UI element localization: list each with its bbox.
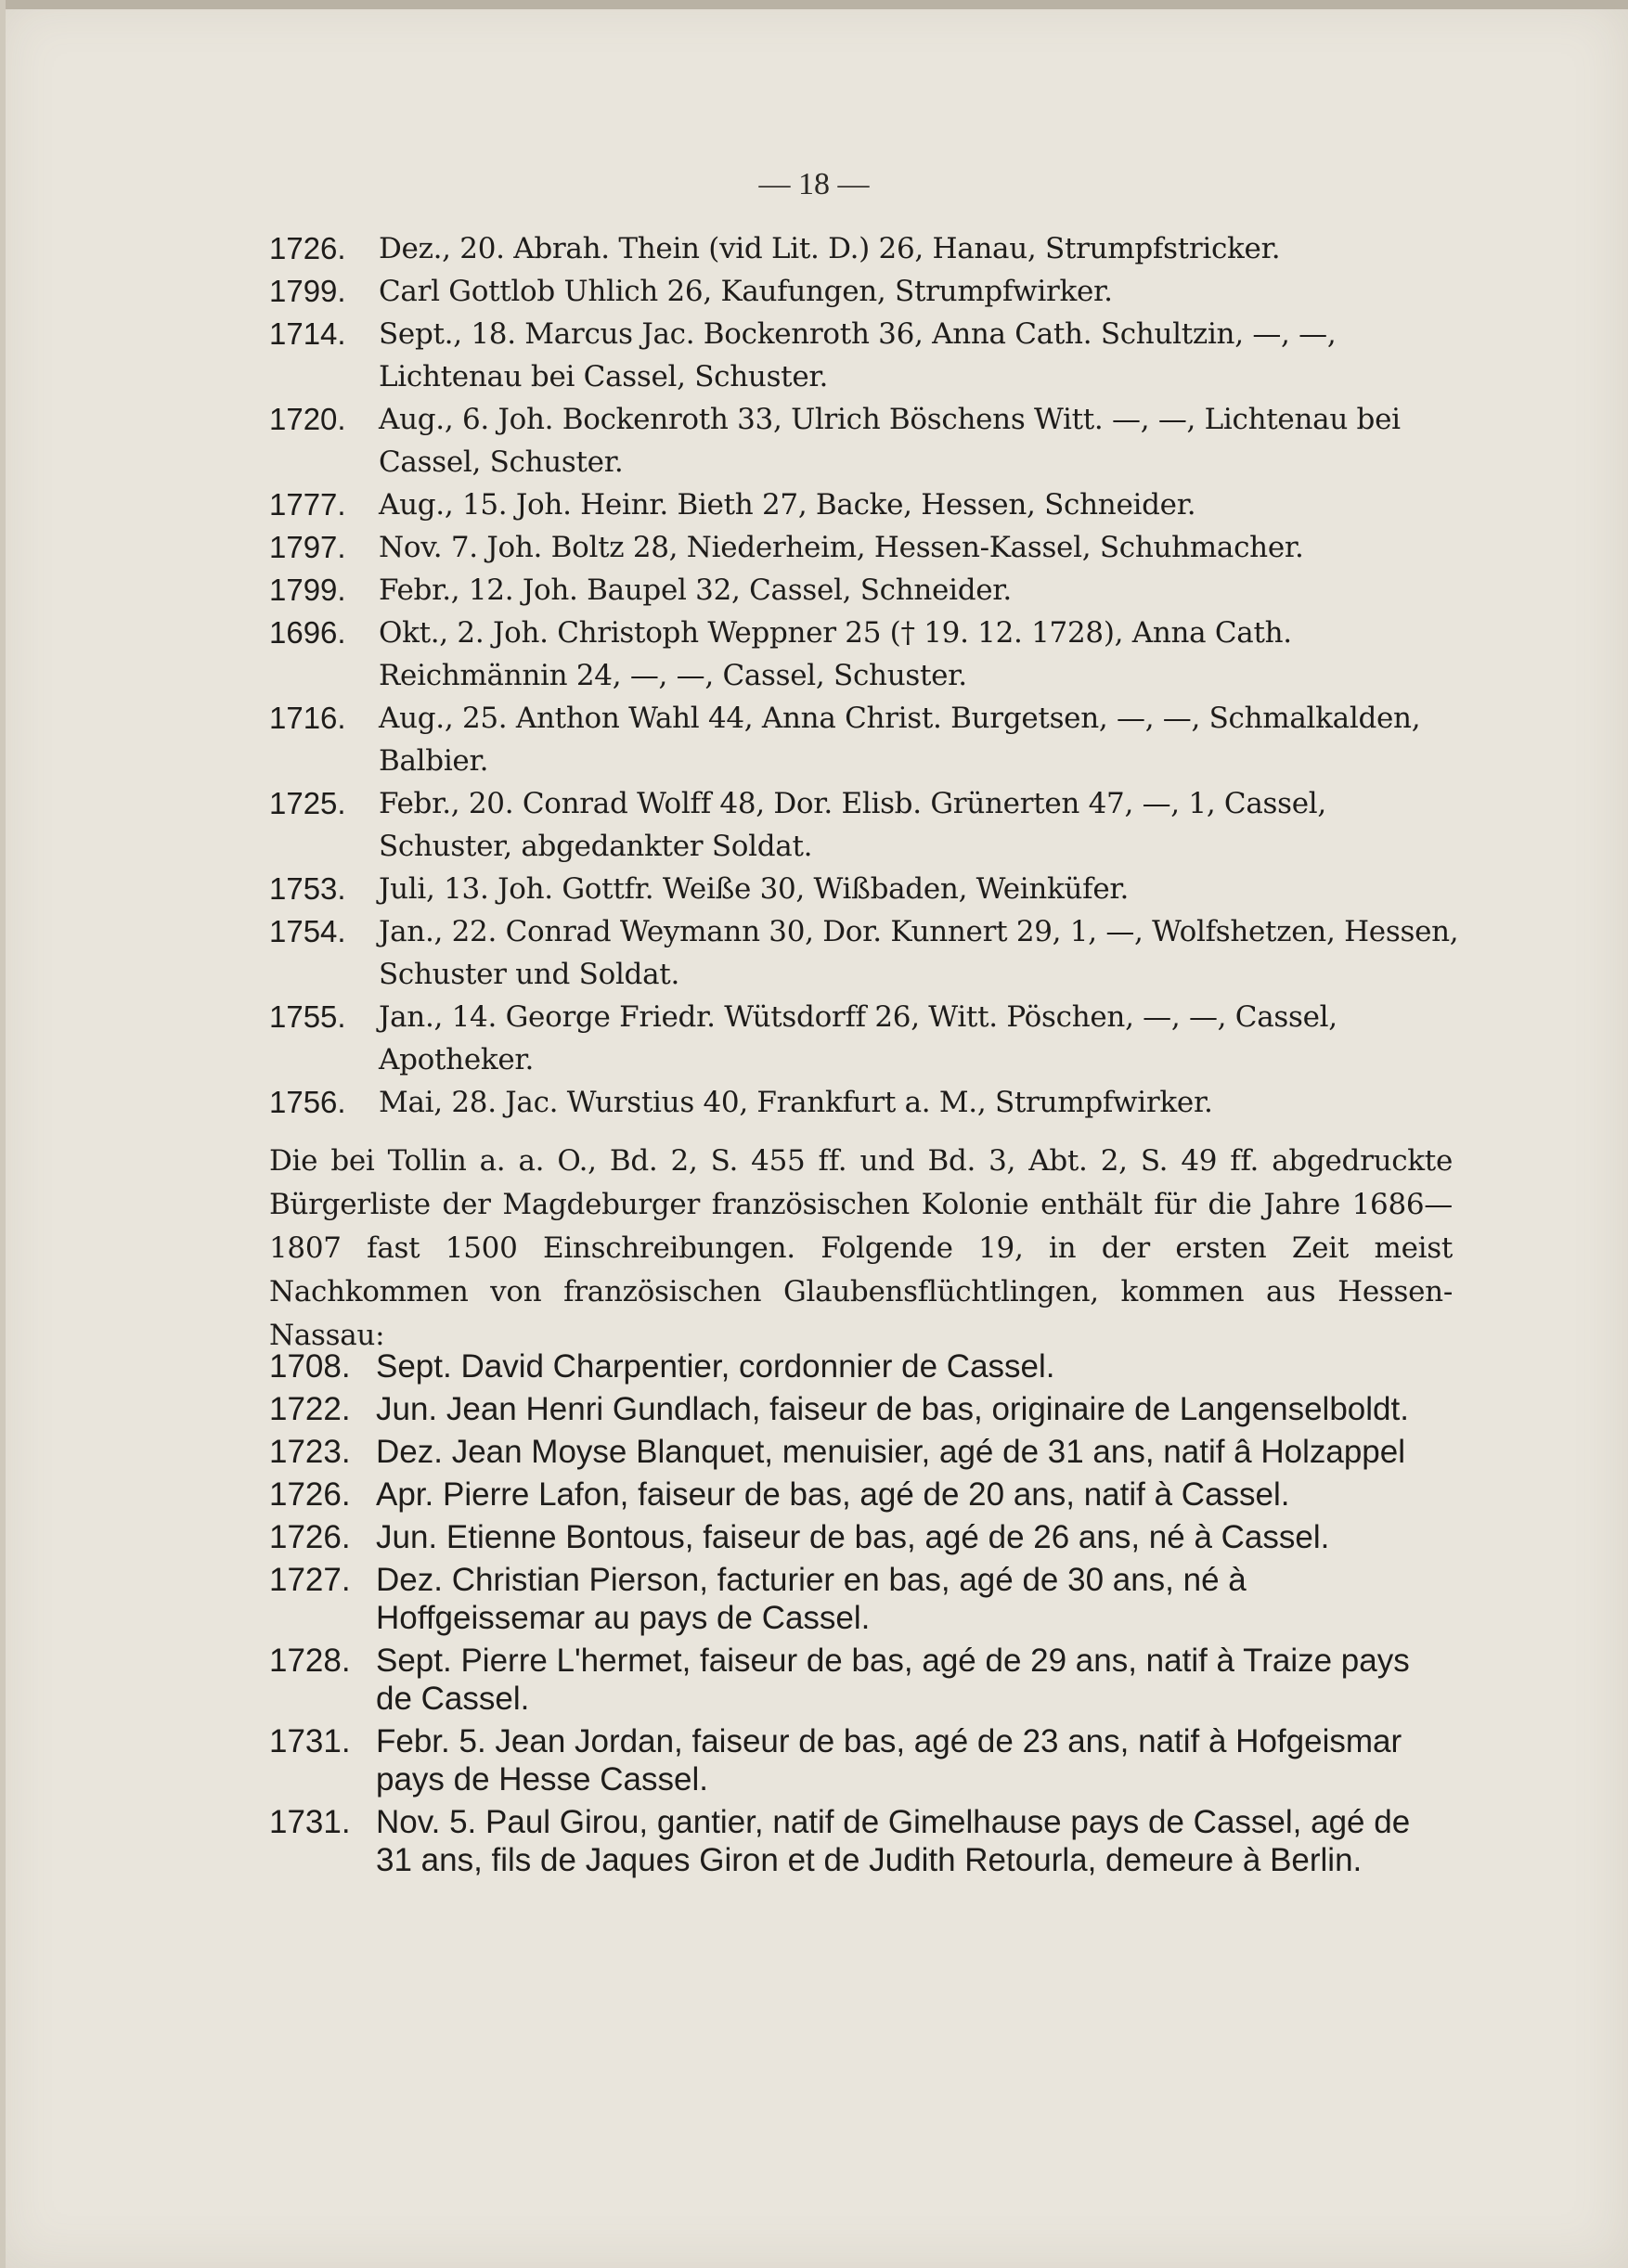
entry-year: 1723. [269, 1434, 351, 1470]
entry-text: Febr. 5. Jean Jordan, faiseur de bas, agé de 23 ans, natif à Hofgeismar pays de Hesse Cassel. [376, 1723, 1402, 1798]
register-entry [269, 1347, 1453, 1385]
register-entry [269, 1081, 1466, 1124]
register-entry [269, 1803, 1453, 1879]
register-entry [269, 697, 1466, 782]
entry-text: Nov. 5. Paul Girou, gantier, natif de Gimelhause pays de Cassel, agé de 31 ans, fils de Jaques Giron et de Judith Retourla, demeure à Berlin. [376, 1804, 1411, 1878]
entry-year: 1799. [269, 274, 346, 308]
entry-year: 1799. [269, 573, 346, 607]
entry-year: 1753. [269, 871, 346, 906]
register-entry [269, 868, 1466, 910]
register-entry [269, 1561, 1453, 1637]
entry-text: Carl Gottlob Uhlich 26, Kaufungen, Strumpfwirker. [379, 275, 1113, 308]
register-entry [269, 1642, 1453, 1718]
entry-year: 1728. [269, 1643, 351, 1679]
entry-text: Aug., 15. Joh. Heinr. Bieth 27, Backe, Hessen, Schneider. [379, 488, 1196, 522]
entry-year: 1716. [269, 701, 346, 735]
entry-text: Febr., 12. Joh. Baupel 32, Cassel, Schneider. [379, 573, 1012, 607]
register-entry [269, 612, 1466, 697]
register-entry [269, 569, 1466, 612]
page-number: — 18 — [758, 167, 870, 201]
entry-year: 1725. [269, 786, 346, 820]
register-entry [269, 313, 1466, 398]
entry-year: 1708. [269, 1348, 351, 1385]
entry-text: Febr., 20. Conrad Wolff 48, Dor. Elisb. Grünerten 47, —, 1, Cassel, Schuster, abgedankter Soldat. [379, 787, 1326, 863]
entry-text: Jun. Etienne Bontous, faiseur de bas, agé de 26 ans, né à Cassel. [376, 1519, 1330, 1555]
entry-year: 1731. [269, 1804, 351, 1840]
register-entry [269, 996, 1466, 1081]
body-paragraph: Die bei Tollin a. a. O., Bd. 2, S. 455 ff. und Bd. 3, Abt. 2, S. 49 ff. abgedruckte Bürgerliste der Magdeburger französischen Kolonie enthält für die Jahre 1686—1807 fast 1500 Einschreibungen. Folgende 19, in der ersten Zeit meist Nachkommen von französischen Glaubensflüchtlingen, kommen aus Hessen-Nassau: [269, 1144, 1453, 1352]
entry-text: Nov. 7. Joh. Boltz 28, Niederheim, Hessen-Kassel, Schuhmacher. [379, 531, 1304, 564]
register-entries-german [269, 227, 1466, 1124]
register-entry [269, 1390, 1453, 1428]
entry-text: Apr. Pierre Lafon, faiseur de bas, agé de 20 ans, natif à Cassel. [376, 1476, 1290, 1513]
register-entry [269, 782, 1466, 868]
entry-year: 1720. [269, 402, 346, 436]
entry-text: Juli, 13. Joh. Gottfr. Weiße 30, Wißbaden, Weinküfer. [379, 872, 1130, 906]
entry-year: 1726. [269, 1476, 351, 1513]
entry-year: 1756. [269, 1085, 346, 1119]
register-entry [269, 910, 1466, 996]
entry-text: Sept., 18. Marcus Jac. Bockenroth 36, Anna Cath. Schultzin, —, —, Lichtenau bei Cassel, Schuster. [379, 317, 1337, 393]
register-entries-french [269, 1347, 1453, 1884]
entry-year: 1722. [269, 1391, 351, 1427]
entry-year: 1755. [269, 999, 346, 1034]
entry-text: Okt., 2. Joh. Christoph Weppner 25 († 19. 12. 1728), Anna Cath. Reichmännin 24, —, —, Cassel, Schuster. [379, 616, 1292, 692]
entry-year: 1696. [269, 615, 346, 650]
register-entry [269, 1475, 1453, 1514]
register-entry [269, 483, 1466, 526]
scan-edge-top [0, 0, 1628, 9]
entry-year: 1754. [269, 914, 346, 948]
entry-year: 1726. [269, 1519, 351, 1555]
entry-text: Sept. Pierre L'hermet, faiseur de bas, agé de 29 ans, natif à Traize pays de Cassel. [376, 1643, 1410, 1717]
entry-text: Sept. David Charpentier, cordonnier de Cassel. [376, 1348, 1055, 1385]
register-entry [269, 1433, 1453, 1471]
entry-text: Dez., 20. Abrah. Thein (vid Lit. D.) 26, Hanau, Strumpfstricker. [379, 232, 1281, 265]
entry-year: 1727. [269, 1562, 351, 1598]
entry-text: Dez. Jean Moyse Blanquet, menuisier, agé de 31 ans, natif â Holzappel [376, 1434, 1406, 1470]
register-entry [269, 1518, 1453, 1556]
entry-text: Dez. Christian Pierson, facturier en bas, agé de 30 ans, né à Hoffgeissemar au pays de Cassel. [376, 1562, 1247, 1636]
entry-text: Jan., 14. George Friedr. Wütsdorff 26, Witt. Pöschen, —, —, Cassel, Apotheker. [379, 1000, 1337, 1076]
scan-edge-left [0, 0, 6, 2268]
entry-year: 1797. [269, 530, 346, 564]
register-entry [269, 398, 1466, 483]
entry-text: Aug., 6. Joh. Bockenroth 33, Ulrich Böschens Witt. —, —, Lichtenau bei Cassel, Schuster. [379, 403, 1401, 479]
register-entry [269, 227, 1466, 270]
entry-year: 1777. [269, 487, 346, 522]
entry-year: 1726. [269, 231, 346, 265]
register-entry [269, 1722, 1453, 1798]
register-entry [269, 270, 1466, 313]
entry-year: 1714. [269, 316, 346, 351]
entry-text: Jan., 22. Conrad Weymann 30, Dor. Kunnert 29, 1, —, Wolfshetzen, Hessen, Schuster und Soldat. [379, 915, 1459, 991]
entry-text: Aug., 25. Anthon Wahl 44, Anna Christ. Burgetsen, —, —, Schmalkalden, Balbier. [379, 702, 1421, 778]
entry-text: Jun. Jean Henri Gundlach, faiseur de bas, originaire de Langenselboldt. [376, 1391, 1409, 1427]
entry-text: Mai, 28. Jac. Wurstius 40, Frankfurt a. M., Strumpfwirker. [379, 1086, 1213, 1119]
entry-year: 1731. [269, 1723, 351, 1759]
register-entry [269, 526, 1466, 569]
